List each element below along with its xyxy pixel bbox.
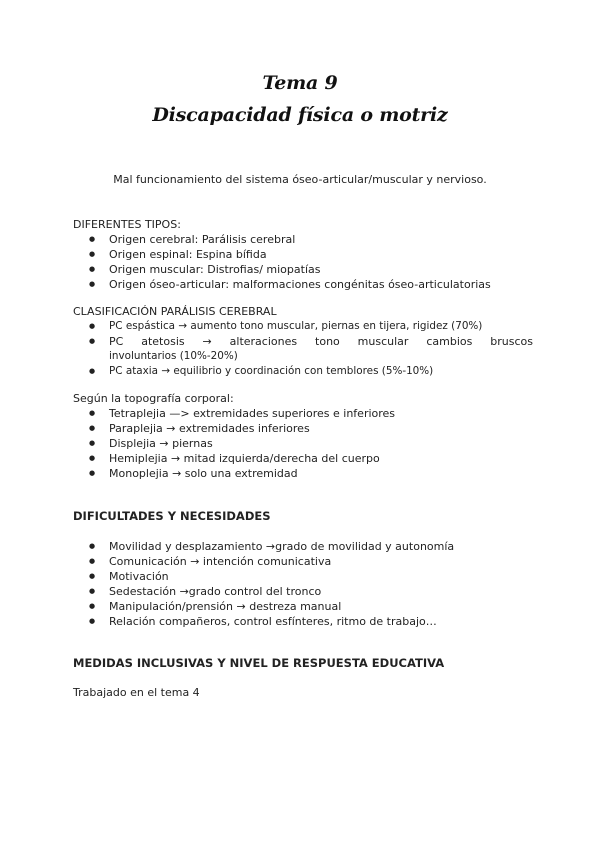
list-dificultades [73, 539, 533, 629]
list-item: ● Paraplejia → extremidades inferiores [73, 421, 533, 436]
page-subtitle-title: Discapacidad física o motriz [152, 104, 448, 126]
list-item: ● Relación compañeros, control esfínteres, ritmo de trabajo… [73, 614, 533, 629]
list-item: ● Origen cerebral: Parálisis cerebral [73, 232, 533, 247]
section-dificultades [73, 509, 533, 629]
list-item: ● PC espástica → aumento tono muscular, piernas en tijera, rigidez (70%) [73, 319, 533, 334]
intro-text: Mal funcionamiento del sistema óseo-articular/muscular y nervioso. [113, 173, 487, 186]
section-topografia [73, 391, 533, 481]
list-item: ● Movilidad y desplazamiento →grado de movilidad y autonomía [73, 539, 533, 554]
section-heading-medidas: MEDIDAS INCLUSIVAS Y NIVEL DE RESPUESTA EDUCATIVA [73, 656, 445, 670]
section-heading-clasificacion: CLASIFICACIÓN PARÁLISIS CEREBRAL [73, 305, 277, 318]
list-item: ● Hemiplejia → mitad izquierda/derecha del cuerpo [73, 451, 533, 466]
list-item: ● Manipulación/prensión → destreza manual [73, 599, 533, 614]
section-heading-tipos: DIFERENTES TIPOS: [73, 218, 181, 231]
section-heading-topografia: Según la topografía corporal: [73, 392, 234, 405]
list-item: ● Origen espinal: Espina bífida [73, 247, 533, 262]
list-topografia [73, 406, 533, 481]
section-clasificacion [73, 304, 533, 379]
list-clasificacion [73, 319, 533, 379]
list-item [73, 334, 533, 349]
list-item: ● Sedestación →grado control del tronco [73, 584, 533, 599]
medidas-text: Trabajado en el tema 4 [73, 686, 200, 699]
section-medidas [73, 656, 533, 700]
page-title: Tema 9 [262, 72, 338, 94]
list-tipos [73, 232, 533, 292]
section-tipos [73, 217, 533, 292]
list-item: ● Origen óseo-articular: malformaciones congénitas óseo-articulatorias [73, 277, 533, 292]
list-item: ● Tetraplejia —> extremidades superiores e inferiores [73, 406, 533, 421]
list-item: ● Comunicación → intención comunicativa [73, 554, 533, 569]
list-item-line: PC atetosis → alteraciones tono muscular cambios bruscos [109, 335, 533, 348]
list-item: ● PC ataxia → equilibrio y coordinación con temblores (5%-10%) [73, 364, 533, 379]
list-item: ● Displejia → piernas [73, 436, 533, 451]
list-item: ● Origen muscular: Distrofias/ miopatías [73, 262, 533, 277]
list-item: ● Motivación [73, 569, 533, 584]
list-item-line: involuntarios (10%-20%) [109, 350, 238, 362]
section-heading-dificultades: DIFICULTADES Y NECESIDADES [73, 509, 271, 523]
list-item: ● Monoplejia → solo una extremidad [73, 466, 533, 481]
list-item-continuation [73, 349, 533, 364]
